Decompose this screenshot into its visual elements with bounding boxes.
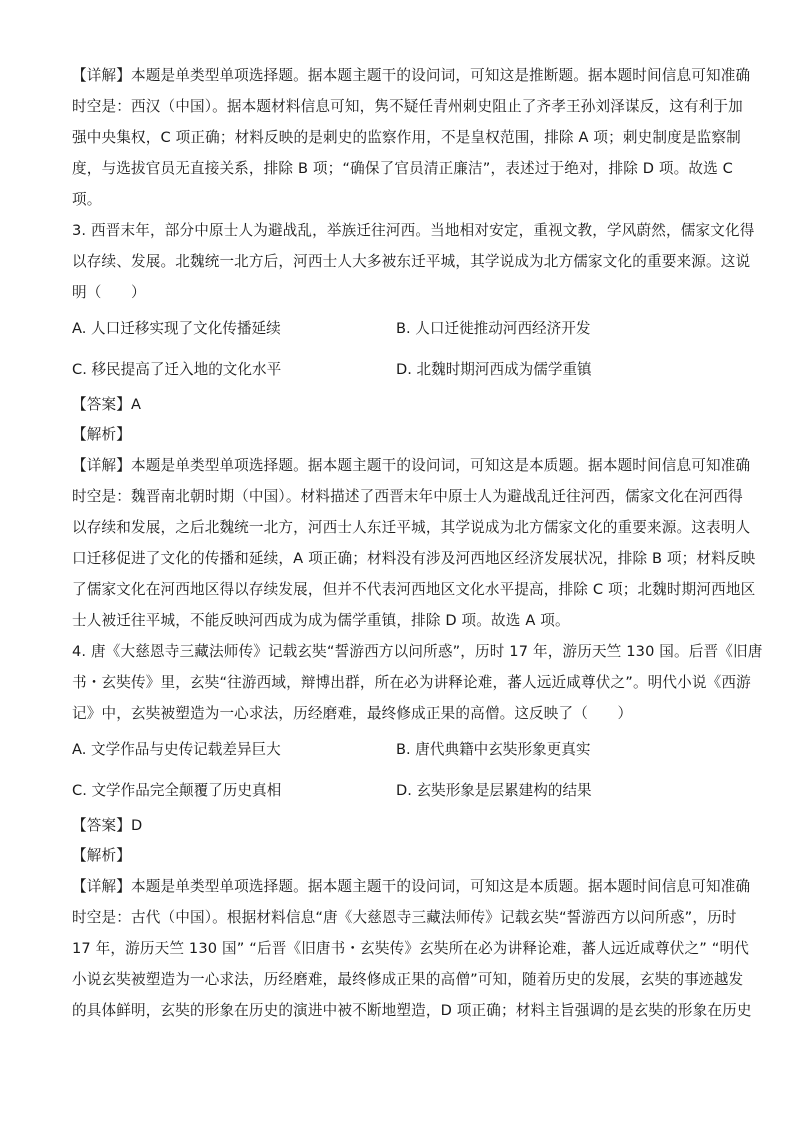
q3-detail-line: 了儒家文化在河西地区得以存续发展，但并不代表河西地区文化水平提高，排除 C 项；北魏时期河西地区 — [72, 581, 756, 598]
q4-analysis-label: 【解析】 — [72, 847, 131, 864]
q3-option-b: B. 人口迁徙推动河西经济开发 — [396, 320, 591, 337]
q4-options-row-1 — [72, 729, 728, 770]
q4-detail-line: 时空是：古代（中国）。根据材料信息“唐《大慈恩寺三藏法师传》记载玄奘“誓游西方以问所惑”，历时 — [72, 909, 737, 926]
q2-detail-line: 时空是：西汉（中国）。据本题材料信息可知，隽不疑任青州刺史阻止了齐孝王孙刘泽谋反，这有利于加 — [72, 98, 743, 115]
q4-stem-line: 4. 唐《大慈恩寺三藏法师传》记载玄奘“誓游西方以问所惑”，历时 17 年，游历天竺 130 国。后晋《旧唐 — [72, 643, 763, 660]
q3-option-a: A. 人口迁移实现了文化传播延续 — [72, 320, 281, 337]
q3-stem-line: 以存续、发展。北魏统一北方后，河西士人大多被东迁平城，其学说成为北方儒家文化的重要来源。这说 — [72, 253, 751, 270]
q2-detail-line: 【详解】本题是单类型单项选择题。据本题主题干的设问词，可知这是推断题。据本题时间信息可知准确 — [72, 67, 751, 84]
q3-detail-line: 士人被迁往平城，不能反映河西成为成为儒学重镇，排除 D 项。故选 A 项。 — [72, 612, 570, 629]
q3-answer: 【答案】A — [72, 396, 142, 413]
q3-options-row-1 — [72, 308, 728, 349]
q4-detail-line: 小说玄奘被塑造为一心求法，历经磨难，最终修成正果的高僧”可知，随着历史的发展，玄奘的事迹越发 — [72, 971, 744, 988]
question-4 — [72, 636, 763, 1026]
q3-option-c: C. 移民提高了迁入地的文化水平 — [72, 361, 282, 378]
q2-detail — [72, 60, 751, 215]
document-page — [72, 60, 763, 1026]
q4-option-d: D. 玄奘形象是层累建构的结果 — [396, 782, 592, 799]
q4-detail-line: 【详解】本题是单类型单项选择题。据本题主题干的设问词，可知这是本质题。据本题时间信息可知准确 — [72, 878, 751, 895]
q4-options-row-2 — [72, 770, 728, 811]
q3-stem-line: 3. 西晋末年，部分中原士人为避战乱，举族迁往河西。当地相对安定，重视文教，学风蔚然，儒家文化得 — [72, 222, 755, 239]
q3-detail-line: 时空是：魏晋南北朝时期（中国）。材料描述了西晋末年中原士人为避战乱迁往河西，儒家文化在河西得 — [72, 488, 743, 505]
q2-detail-line: 项。 — [72, 191, 102, 208]
q3-stem-line: 明（ ） — [72, 284, 146, 301]
q4-stem-line: 书・玄奘传》里，玄奘“往游西域，辩博出群，所在必为讲释论难，蕃人远近咸尊伏之”。明代小说《西游 — [72, 674, 751, 691]
q4-option-b: B. 唐代典籍中玄奘形象更真实 — [396, 741, 591, 758]
q4-answer: 【答案】D — [72, 817, 143, 834]
question-3 — [72, 215, 756, 636]
q3-detail-line: 【详解】本题是单类型单项选择题。据本题主题干的设问词，可知这是本质题。据本题时间信息可知准确 — [72, 457, 751, 474]
q4-stem-line: 记》中，玄奘被塑造为一心求法，历经磨难，最终修成正果的高僧。这反映了（ ） — [72, 705, 633, 722]
q4-detail-line: 的具体鲜明，玄奘的形象在历史的演进中被不断地塑造，D 项正确；材料主旨强调的是玄奘的形象在历史 — [72, 1002, 752, 1019]
q3-detail-line: 口迁移促进了文化的传播和延续，A 项正确；材料没有涉及河西地区经济发展状况，排除 B 项；材料反映 — [72, 550, 756, 567]
q3-options-row-2 — [72, 349, 728, 390]
q4-option-c: C. 文学作品完全颠覆了历史真相 — [72, 782, 282, 799]
q3-option-d: D. 北魏时期河西成为儒学重镇 — [396, 361, 592, 378]
q2-detail-line: 强中央集权，C 项正确；材料反映的是刺史的监察作用，不是皇权范围，排除 A 项；刺史制度是监察制 — [72, 129, 741, 146]
q4-option-a: A. 文学作品与史传记载差异巨大 — [72, 741, 281, 758]
q3-analysis-label: 【解析】 — [72, 426, 131, 443]
q4-detail-line: 17 年，游历天竺 130 国” “后晋《旧唐书・玄奘传》玄奘所在必为讲释论难，蕃人远近咸尊伏之” “明代 — [72, 940, 749, 957]
q3-detail-line: 以存续和发展，之后北魏统一北方，河西士人东迁平城，其学说成为北方儒家文化的重要来源。这表明人 — [72, 519, 751, 536]
q2-detail-line: 度，与选拔官员无直接关系，排除 B 项；“确保了官员清正廉洁”，表述过于绝对，排除 D 项。故选 C — [72, 160, 734, 177]
